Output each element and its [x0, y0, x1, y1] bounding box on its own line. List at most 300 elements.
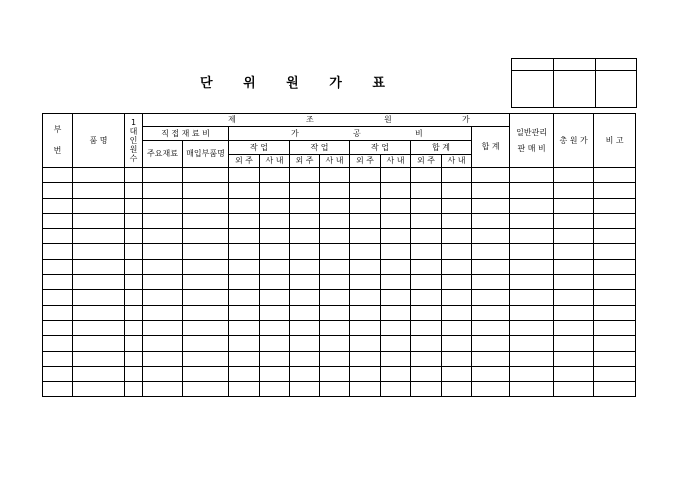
table-cell[interactable]	[594, 168, 636, 183]
table-row	[43, 275, 636, 290]
table-row	[43, 382, 636, 397]
header-purchased-parts: 매입부품명	[183, 141, 229, 168]
table-cell[interactable]	[143, 275, 183, 290]
table-cell[interactable]	[183, 213, 229, 228]
table-cell[interactable]	[381, 259, 411, 274]
table-cell[interactable]	[594, 229, 636, 244]
table-row	[43, 198, 636, 213]
table-cell[interactable]	[381, 382, 411, 397]
table-cell[interactable]	[183, 229, 229, 244]
table-cell[interactable]	[472, 351, 510, 366]
header-outsourced: 외 주	[229, 155, 260, 168]
table-cell[interactable]	[125, 183, 143, 198]
table-row	[43, 351, 636, 366]
table-cell[interactable]	[411, 244, 442, 259]
table-cell[interactable]	[260, 244, 290, 259]
table-cell[interactable]	[183, 183, 229, 198]
table-cell[interactable]	[350, 320, 381, 335]
table-cell[interactable]	[125, 198, 143, 213]
header-gross-cost: 총 원 가	[554, 114, 594, 168]
table-cell[interactable]	[73, 198, 125, 213]
table-cell[interactable]	[411, 198, 442, 213]
table-row	[43, 259, 636, 274]
table-cell[interactable]	[73, 213, 125, 228]
table-cell[interactable]	[125, 275, 143, 290]
table-cell[interactable]	[143, 366, 183, 381]
table-row	[43, 320, 636, 335]
table-cell[interactable]	[381, 229, 411, 244]
table-cell[interactable]	[381, 305, 411, 320]
table-cell[interactable]	[320, 366, 350, 381]
header-in-house: 사 내	[260, 155, 290, 168]
table-cell[interactable]	[260, 366, 290, 381]
table-cell[interactable]	[143, 382, 183, 397]
table-cell[interactable]	[290, 213, 320, 228]
table-cell[interactable]	[381, 244, 411, 259]
approval-sign-cell[interactable]	[596, 71, 637, 108]
table-cell[interactable]	[411, 168, 442, 183]
table-cell[interactable]	[73, 168, 125, 183]
table-cell[interactable]	[183, 305, 229, 320]
table-cell[interactable]	[554, 275, 594, 290]
table-cell[interactable]	[260, 275, 290, 290]
table-cell[interactable]	[125, 305, 143, 320]
table-cell[interactable]	[229, 244, 260, 259]
table-cell[interactable]	[442, 183, 472, 198]
table-cell[interactable]	[472, 275, 510, 290]
table-cell[interactable]	[320, 168, 350, 183]
table-cell[interactable]	[320, 259, 350, 274]
table-cell[interactable]	[43, 366, 73, 381]
table-cell[interactable]	[472, 244, 510, 259]
table-cell[interactable]	[350, 366, 381, 381]
table-cell[interactable]	[411, 351, 442, 366]
table-row	[43, 229, 636, 244]
table-cell[interactable]	[143, 351, 183, 366]
table-cell[interactable]	[43, 320, 73, 335]
table-cell[interactable]	[43, 336, 73, 351]
table-cell[interactable]	[260, 213, 290, 228]
table-cell[interactable]	[510, 290, 554, 305]
table-cell[interactable]	[510, 305, 554, 320]
header-outsourced: 외 주	[411, 155, 442, 168]
approval-header-cell[interactable]	[554, 59, 596, 71]
table-cell[interactable]	[143, 229, 183, 244]
table-cell[interactable]	[594, 382, 636, 397]
table-cell[interactable]	[125, 351, 143, 366]
table-cell[interactable]	[260, 290, 290, 305]
header-remarks: 비 고	[594, 114, 636, 168]
table-cell[interactable]	[320, 305, 350, 320]
table-row	[43, 290, 636, 305]
header-work-3: 작 업	[350, 141, 411, 155]
table-cell[interactable]	[73, 366, 125, 381]
table-cell[interactable]	[411, 336, 442, 351]
table-cell[interactable]	[43, 290, 73, 305]
table-cell[interactable]	[260, 229, 290, 244]
table-cell[interactable]	[320, 382, 350, 397]
table-cell[interactable]	[350, 336, 381, 351]
table-cell[interactable]	[411, 275, 442, 290]
table-cell[interactable]	[381, 320, 411, 335]
table-cell[interactable]	[594, 290, 636, 305]
table-cell[interactable]	[411, 366, 442, 381]
table-cell[interactable]	[73, 336, 125, 351]
table-cell[interactable]	[554, 366, 594, 381]
table-cell[interactable]	[73, 259, 125, 274]
header-manufacturing-cost: 제 조 원 가	[143, 114, 510, 127]
table-cell[interactable]	[260, 320, 290, 335]
table-row	[43, 183, 636, 198]
table-cell[interactable]	[260, 198, 290, 213]
table-cell[interactable]	[554, 290, 594, 305]
table-cell[interactable]	[143, 320, 183, 335]
table-cell[interactable]	[411, 213, 442, 228]
table-cell[interactable]	[125, 290, 143, 305]
table-cell[interactable]	[43, 351, 73, 366]
header-in-house: 사 내	[320, 155, 350, 168]
table-cell[interactable]	[143, 198, 183, 213]
table-cell[interactable]	[73, 229, 125, 244]
table-cell[interactable]	[260, 168, 290, 183]
table-cell[interactable]	[411, 259, 442, 274]
table-cell[interactable]	[510, 168, 554, 183]
table-cell[interactable]	[554, 382, 594, 397]
table-cell[interactable]	[442, 259, 472, 274]
table-cell[interactable]	[350, 290, 381, 305]
table-cell[interactable]	[510, 320, 554, 335]
table-cell[interactable]	[143, 259, 183, 274]
table-cell[interactable]	[350, 168, 381, 183]
table-cell[interactable]	[472, 259, 510, 274]
table-row	[43, 366, 636, 381]
table-cell[interactable]	[381, 213, 411, 228]
table-cell[interactable]	[43, 244, 73, 259]
header-total: 합 계	[472, 127, 510, 168]
table-cell[interactable]	[125, 336, 143, 351]
table-cell[interactable]	[183, 259, 229, 274]
table-cell[interactable]	[320, 336, 350, 351]
header-main-material: 주요재료	[143, 141, 183, 168]
table-cell[interactable]	[472, 229, 510, 244]
table-cell[interactable]	[290, 382, 320, 397]
table-cell[interactable]	[290, 290, 320, 305]
table-cell[interactable]	[320, 183, 350, 198]
table-cell[interactable]	[229, 351, 260, 366]
table-cell[interactable]	[143, 336, 183, 351]
table-cell[interactable]	[442, 336, 472, 351]
table-cell[interactable]	[260, 336, 290, 351]
approval-header-cell[interactable]	[512, 59, 554, 71]
table-cell[interactable]	[260, 305, 290, 320]
header-work-2: 작 업	[290, 141, 350, 155]
table-cell[interactable]	[442, 305, 472, 320]
table-cell[interactable]	[350, 244, 381, 259]
table-cell[interactable]	[73, 382, 125, 397]
table-cell[interactable]	[350, 275, 381, 290]
header-in-house: 사 내	[442, 155, 472, 168]
table-cell[interactable]	[290, 198, 320, 213]
table-cell[interactable]	[350, 382, 381, 397]
table-cell[interactable]	[125, 366, 143, 381]
table-cell[interactable]	[229, 168, 260, 183]
table-cell[interactable]	[290, 168, 320, 183]
table-cell[interactable]	[594, 366, 636, 381]
table-cell[interactable]	[260, 259, 290, 274]
table-cell[interactable]	[260, 183, 290, 198]
header-subtotal: 합 계	[411, 141, 472, 155]
table-cell[interactable]	[510, 259, 554, 274]
table-cell[interactable]	[290, 275, 320, 290]
table-cell[interactable]	[229, 290, 260, 305]
table-cell[interactable]	[290, 229, 320, 244]
table-cell[interactable]	[554, 229, 594, 244]
approval-sign-cell[interactable]	[554, 71, 596, 108]
table-cell[interactable]	[73, 351, 125, 366]
table-cell[interactable]	[442, 244, 472, 259]
table-cell[interactable]	[43, 382, 73, 397]
table-cell[interactable]	[320, 275, 350, 290]
table-cell[interactable]	[43, 229, 73, 244]
header-bu-beon	[43, 114, 73, 168]
table-cell[interactable]	[554, 198, 594, 213]
table-cell[interactable]	[125, 244, 143, 259]
table-cell[interactable]	[472, 305, 510, 320]
table-cell[interactable]	[229, 198, 260, 213]
table-cell[interactable]	[350, 198, 381, 213]
approval-box	[511, 58, 637, 108]
table-cell[interactable]	[594, 351, 636, 366]
table-cell[interactable]	[510, 336, 554, 351]
table-cell[interactable]	[442, 275, 472, 290]
header-work-1: 작 업	[229, 141, 290, 155]
table-cell[interactable]	[381, 290, 411, 305]
header-general-admin: 일반관리 판 매 비	[510, 114, 554, 168]
table-cell[interactable]	[442, 351, 472, 366]
table-cell[interactable]	[510, 183, 554, 198]
table-cell[interactable]	[260, 382, 290, 397]
table-cell[interactable]	[510, 213, 554, 228]
table-cell[interactable]	[554, 244, 594, 259]
table-cell[interactable]	[229, 183, 260, 198]
table-cell[interactable]	[183, 351, 229, 366]
table-cell[interactable]	[183, 336, 229, 351]
table-cell[interactable]	[73, 244, 125, 259]
table-cell[interactable]	[594, 244, 636, 259]
table-cell[interactable]	[183, 382, 229, 397]
table-cell[interactable]	[229, 275, 260, 290]
table-cell[interactable]	[290, 320, 320, 335]
table-cell[interactable]	[143, 244, 183, 259]
table-cell[interactable]	[260, 351, 290, 366]
table-cell[interactable]	[143, 183, 183, 198]
table-cell[interactable]	[125, 229, 143, 244]
table-row	[43, 305, 636, 320]
table-cell[interactable]	[472, 366, 510, 381]
table-cell[interactable]	[510, 366, 554, 381]
table-cell[interactable]	[43, 168, 73, 183]
table-cell[interactable]	[43, 213, 73, 228]
table-cell[interactable]	[350, 351, 381, 366]
header-outsourced: 외 주	[290, 155, 320, 168]
table-cell[interactable]	[472, 168, 510, 183]
table-cell[interactable]	[411, 382, 442, 397]
table-cell[interactable]	[290, 259, 320, 274]
page-title: 단 위 원 가 표	[200, 76, 398, 91]
table-cell[interactable]	[411, 290, 442, 305]
table-cell[interactable]	[472, 213, 510, 228]
approval-sign-cell[interactable]	[512, 71, 554, 108]
table-cell[interactable]	[350, 229, 381, 244]
header-processing-cost: 가 공 비	[229, 127, 472, 141]
table-cell[interactable]	[290, 366, 320, 381]
table-cell[interactable]	[472, 183, 510, 198]
table-cell[interactable]	[183, 168, 229, 183]
table-cell[interactable]	[594, 336, 636, 351]
table-cell[interactable]	[510, 351, 554, 366]
table-cell[interactable]	[73, 320, 125, 335]
table-cell[interactable]	[510, 198, 554, 213]
table-cell[interactable]	[554, 168, 594, 183]
approval-header-cell[interactable]	[596, 59, 637, 71]
table-cell[interactable]	[472, 382, 510, 397]
table-cell[interactable]	[594, 320, 636, 335]
table-cell[interactable]	[594, 213, 636, 228]
table-cell[interactable]	[350, 259, 381, 274]
table-cell[interactable]	[290, 336, 320, 351]
table-cell[interactable]	[554, 351, 594, 366]
table-cell[interactable]	[320, 213, 350, 228]
table-cell[interactable]	[125, 320, 143, 335]
table-cell[interactable]	[442, 198, 472, 213]
table-cell[interactable]	[43, 183, 73, 198]
table-cell[interactable]	[350, 213, 381, 228]
table-cell[interactable]	[320, 320, 350, 335]
table-cell[interactable]	[125, 213, 143, 228]
table-cell[interactable]	[320, 198, 350, 213]
table-cell[interactable]	[183, 290, 229, 305]
header-bu: 부	[53, 124, 62, 134]
table-cell[interactable]	[183, 366, 229, 381]
table-cell[interactable]	[554, 183, 594, 198]
table-cell[interactable]	[442, 229, 472, 244]
table-cell[interactable]	[229, 336, 260, 351]
table-cell[interactable]	[510, 244, 554, 259]
table-cell[interactable]	[554, 259, 594, 274]
header-in-house: 사 내	[381, 155, 411, 168]
table-cell[interactable]	[143, 290, 183, 305]
table-cell[interactable]	[442, 213, 472, 228]
table-cell[interactable]	[442, 290, 472, 305]
table-cell[interactable]	[594, 198, 636, 213]
table-cell[interactable]	[510, 229, 554, 244]
table-cell[interactable]	[381, 366, 411, 381]
table-cell[interactable]	[510, 275, 554, 290]
table-cell[interactable]	[472, 290, 510, 305]
table-cell[interactable]	[350, 305, 381, 320]
table-cell[interactable]	[143, 213, 183, 228]
table-cell[interactable]	[472, 336, 510, 351]
table-cell[interactable]	[594, 183, 636, 198]
table-cell[interactable]	[229, 259, 260, 274]
table-cell[interactable]	[381, 183, 411, 198]
table-cell[interactable]	[411, 229, 442, 244]
table-cell[interactable]	[411, 305, 442, 320]
table-cell[interactable]	[350, 183, 381, 198]
table-cell[interactable]	[290, 183, 320, 198]
table-cell[interactable]	[381, 275, 411, 290]
unit-cost-table	[42, 113, 636, 397]
table-cell[interactable]	[442, 320, 472, 335]
table-cell[interactable]	[43, 198, 73, 213]
table-cell[interactable]	[442, 366, 472, 381]
table-row	[43, 336, 636, 351]
table-cell[interactable]	[143, 305, 183, 320]
table-cell[interactable]	[381, 351, 411, 366]
table-cell[interactable]	[290, 351, 320, 366]
table-cell[interactable]	[554, 305, 594, 320]
table-cell[interactable]	[320, 351, 350, 366]
table-cell[interactable]	[381, 168, 411, 183]
table-cell[interactable]	[73, 183, 125, 198]
table-cell[interactable]	[183, 198, 229, 213]
table-cell[interactable]	[411, 320, 442, 335]
table-cell[interactable]	[594, 305, 636, 320]
table-cell[interactable]	[43, 259, 73, 274]
table-cell[interactable]	[143, 168, 183, 183]
table-cell[interactable]	[229, 305, 260, 320]
table-cell[interactable]	[125, 259, 143, 274]
table-cell[interactable]	[320, 229, 350, 244]
table-cell[interactable]	[411, 183, 442, 198]
table-cell[interactable]	[73, 275, 125, 290]
table-cell[interactable]	[594, 275, 636, 290]
header-outsourced: 외 주	[350, 155, 381, 168]
table-cell[interactable]	[554, 336, 594, 351]
table-cell[interactable]	[229, 213, 260, 228]
table-cell[interactable]	[290, 244, 320, 259]
table-cell[interactable]	[183, 320, 229, 335]
table-cell[interactable]	[43, 275, 73, 290]
table-cell[interactable]	[381, 198, 411, 213]
table-cell[interactable]	[472, 198, 510, 213]
table-cell[interactable]	[594, 259, 636, 274]
table-cell[interactable]	[472, 320, 510, 335]
table-cell[interactable]	[183, 275, 229, 290]
table-cell[interactable]	[229, 229, 260, 244]
table-cell[interactable]	[229, 320, 260, 335]
table-cell[interactable]	[442, 168, 472, 183]
table-cell[interactable]	[73, 305, 125, 320]
table-cell[interactable]	[73, 290, 125, 305]
table-cell[interactable]	[442, 382, 472, 397]
table-cell[interactable]	[510, 382, 554, 397]
table-cell[interactable]	[125, 168, 143, 183]
table-cell[interactable]	[554, 320, 594, 335]
table-cell[interactable]	[229, 366, 260, 381]
table-row	[43, 244, 636, 259]
table-cell[interactable]	[125, 382, 143, 397]
table-cell[interactable]	[320, 290, 350, 305]
table-cell[interactable]	[290, 305, 320, 320]
table-cell[interactable]	[183, 244, 229, 259]
table-cell[interactable]	[554, 213, 594, 228]
table-cell[interactable]	[43, 305, 73, 320]
header-per-unit-workers: 1 대 인 원 수	[125, 114, 143, 168]
table-cell[interactable]	[229, 382, 260, 397]
table-cell[interactable]	[381, 336, 411, 351]
table-cell[interactable]	[320, 244, 350, 259]
